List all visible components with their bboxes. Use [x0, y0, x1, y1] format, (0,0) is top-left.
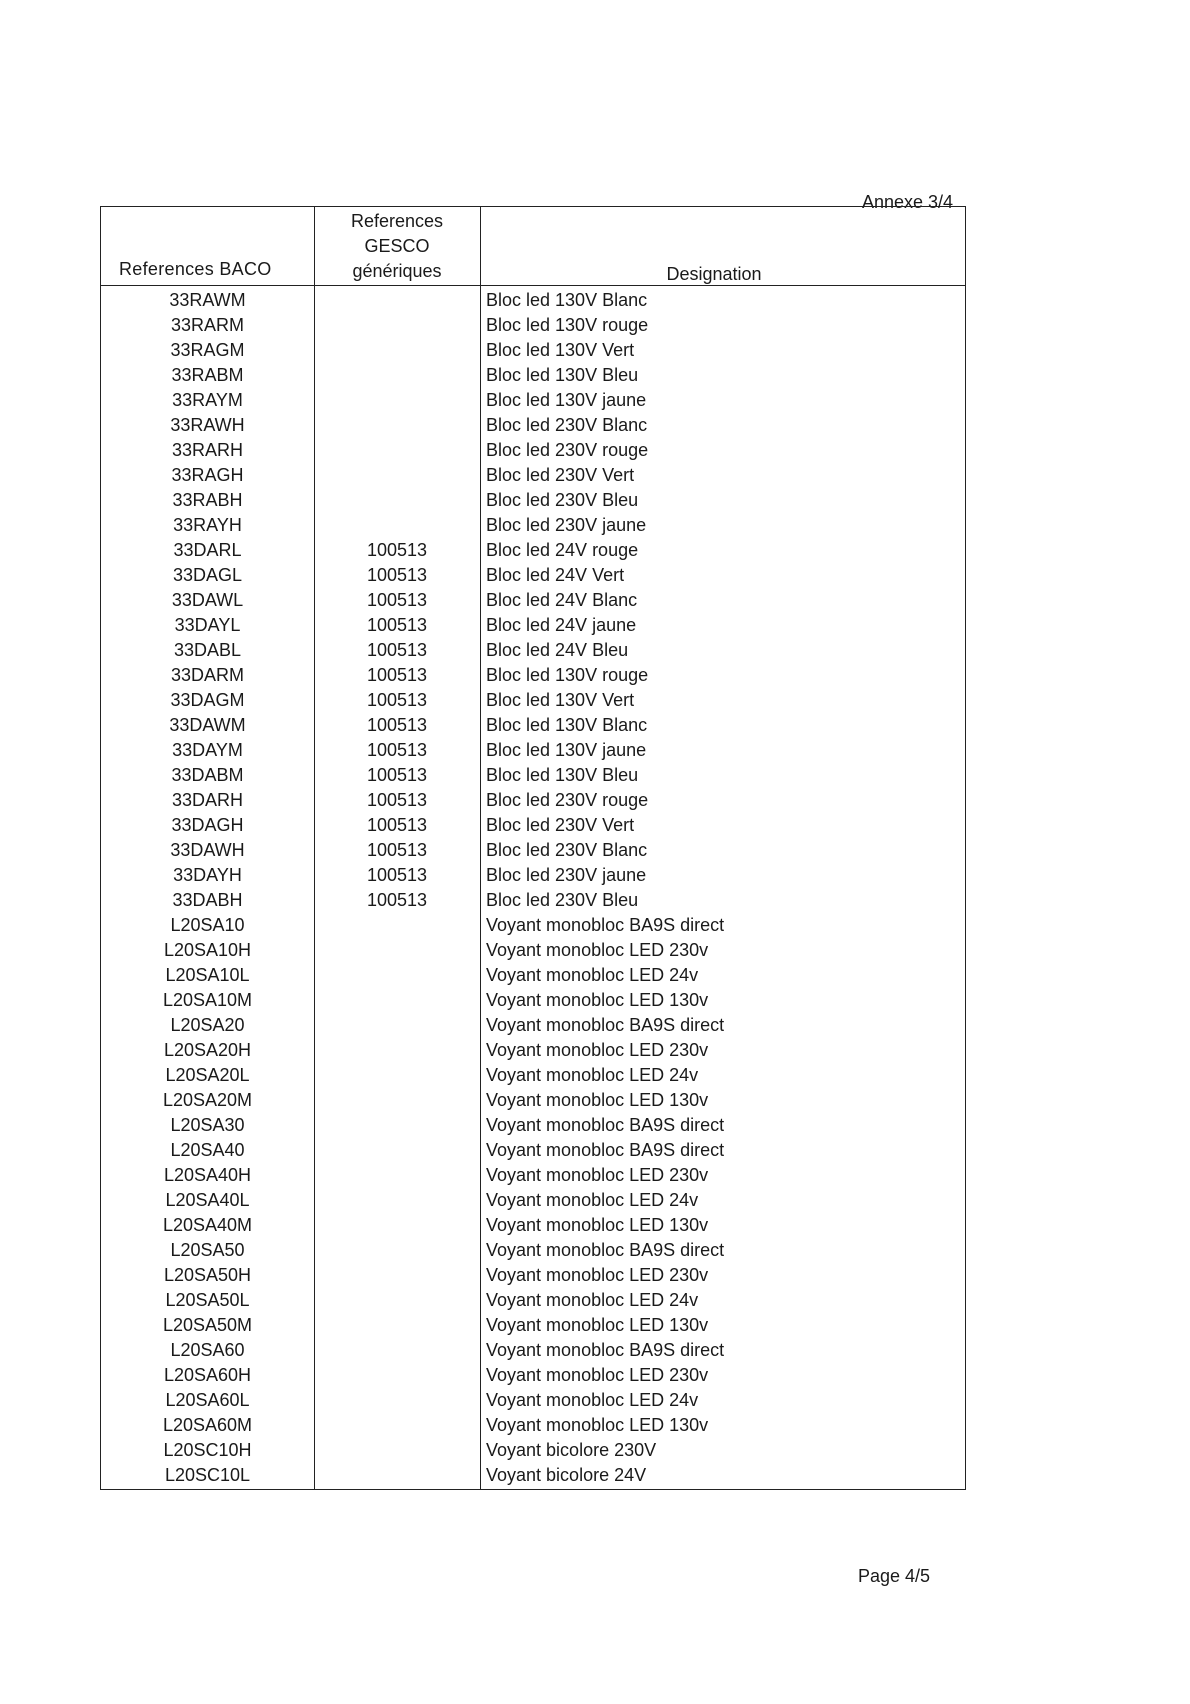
table-row [101, 1412, 965, 1437]
cell-designation: Bloc led 230V Vert [486, 465, 635, 485]
table-row [101, 587, 965, 612]
table-row [101, 787, 965, 812]
cell-ref-baco: L20SA30 [170, 1115, 245, 1135]
header-references-gesco [314, 209, 480, 284]
header-gesco-line1: References [350, 211, 444, 231]
table-row [101, 1037, 965, 1062]
cell-designation: Bloc led 130V Bleu [486, 765, 639, 785]
cell-designation: Voyant monobloc BA9S direct [486, 1015, 725, 1035]
cell-designation: Bloc led 24V Vert [486, 565, 625, 585]
cell-designation: Bloc led 230V Bleu [486, 890, 639, 910]
table-row [101, 1312, 965, 1337]
table-row [101, 1337, 965, 1362]
cell-designation: Bloc led 230V Bleu [486, 490, 639, 510]
table-row [101, 712, 965, 737]
cell-designation: Bloc led 130V rouge [486, 315, 649, 335]
cell-ref-baco: 33DAWL [171, 590, 244, 610]
cell-designation: Bloc led 130V Vert [486, 690, 635, 710]
table-row [101, 1137, 965, 1162]
table-row [101, 1012, 965, 1037]
cell-designation: Bloc led 230V rouge [486, 790, 649, 810]
cell-designation: Bloc led 130V Vert [486, 340, 635, 360]
cell-ref-gesco: 100513 [366, 865, 428, 885]
cell-designation: Bloc led 130V jaune [486, 740, 647, 760]
cell-ref-gesco: 100513 [366, 615, 428, 635]
cell-designation: Bloc led 230V jaune [486, 865, 647, 885]
cell-ref-baco: L20SA10M [162, 990, 253, 1010]
cell-ref-baco: L20SA40L [165, 1190, 250, 1210]
cell-designation: Bloc led 130V Blanc [486, 290, 648, 310]
cell-designation: Bloc led 130V rouge [486, 665, 649, 685]
cell-ref-baco: 33DAYH [173, 865, 242, 885]
table-row [101, 512, 965, 537]
references-table [100, 206, 966, 1490]
cell-ref-gesco: 100513 [366, 715, 428, 735]
table-row [101, 887, 965, 912]
table-row [101, 1112, 965, 1137]
cell-ref-baco: 33DAYM [172, 740, 243, 760]
cell-designation: Bloc led 130V Bleu [486, 365, 639, 385]
cell-ref-baco: L20SA20H [163, 1040, 252, 1060]
cell-ref-baco: 33DARL [173, 540, 242, 560]
cell-ref-gesco: 100513 [366, 840, 428, 860]
cell-ref-gesco: 100513 [366, 790, 428, 810]
table-row [101, 737, 965, 762]
cell-ref-gesco: 100513 [366, 540, 428, 560]
cell-ref-baco: 33RAWH [170, 415, 245, 435]
cell-designation: Voyant monobloc BA9S direct [486, 1240, 725, 1260]
cell-designation: Bloc led 24V Blanc [486, 590, 638, 610]
header-designation: Designation [666, 264, 762, 284]
cell-ref-baco: L20SA40H [163, 1165, 252, 1185]
cell-designation: Bloc led 24V rouge [486, 540, 639, 560]
cell-ref-baco: 33RARH [171, 440, 244, 460]
cell-designation: Voyant monobloc BA9S direct [486, 1115, 725, 1135]
cell-ref-baco: L20SA50 [170, 1240, 245, 1260]
cell-ref-baco: L20SA20L [165, 1065, 250, 1085]
table-row [101, 1162, 965, 1187]
header-gesco-line2: GESCO [364, 236, 430, 256]
cell-ref-baco: L20SA50M [162, 1315, 253, 1335]
page-number: Page 4/5 [858, 1566, 931, 1586]
table-row [101, 1462, 965, 1487]
cell-ref-baco: L20SA60 [170, 1340, 245, 1360]
table-row [101, 1237, 965, 1262]
cell-designation: Voyant monobloc LED 24v [486, 1190, 699, 1210]
cell-ref-baco: 33DAGH [171, 815, 244, 835]
cell-ref-baco: 33RAYM [172, 390, 243, 410]
table-row [101, 812, 965, 837]
cell-ref-baco: 33RAGH [171, 465, 244, 485]
cell-ref-baco: L20SA10 [170, 915, 245, 935]
cell-ref-gesco: 100513 [366, 565, 428, 585]
cell-designation: Voyant monobloc LED 130v [486, 1315, 709, 1335]
table-row [101, 687, 965, 712]
cell-designation: Voyant monobloc LED 230v [486, 1365, 709, 1385]
cell-designation: Voyant monobloc LED 130v [486, 990, 709, 1010]
table-row [101, 362, 965, 387]
table-row [101, 487, 965, 512]
cell-designation: Voyant monobloc BA9S direct [486, 915, 725, 935]
cell-designation: Voyant monobloc LED 24v [486, 965, 699, 985]
cell-ref-baco: 33RABM [171, 365, 244, 385]
cell-ref-gesco: 100513 [366, 815, 428, 835]
cell-ref-baco: 33RAYH [173, 515, 242, 535]
table-row [101, 1287, 965, 1312]
cell-designation: Voyant monobloc LED 130v [486, 1415, 709, 1435]
cell-ref-baco: 33DAGM [170, 690, 245, 710]
table-row [101, 1387, 965, 1412]
cell-ref-gesco: 100513 [366, 640, 428, 660]
table-row [101, 1437, 965, 1462]
table-row [101, 1062, 965, 1087]
table-row [101, 1362, 965, 1387]
table-row [101, 637, 965, 662]
cell-ref-baco: 33DABM [171, 765, 244, 785]
table-row [101, 337, 965, 362]
cell-ref-baco: L20SC10L [164, 1465, 251, 1485]
cell-designation: Voyant monobloc LED 130v [486, 1215, 709, 1235]
cell-ref-gesco: 100513 [366, 590, 428, 610]
cell-designation: Bloc led 24V jaune [486, 615, 637, 635]
cell-designation: Voyant monobloc LED 24v [486, 1390, 699, 1410]
table-row [101, 1087, 965, 1112]
table-row [101, 462, 965, 487]
annex-label: Annexe 3/4 [862, 192, 954, 212]
cell-designation: Bloc led 230V Blanc [486, 415, 648, 435]
cell-ref-gesco: 100513 [366, 890, 428, 910]
cell-ref-baco: 33DAGL [172, 565, 243, 585]
cell-ref-baco: L20SC10H [163, 1440, 252, 1460]
header-gesco-line3: génériques [352, 261, 442, 281]
table-row [101, 912, 965, 937]
cell-designation: Bloc led 130V Blanc [486, 715, 648, 735]
cell-ref-baco: 33DABH [172, 890, 243, 910]
table-row [101, 612, 965, 637]
cell-designation: Voyant bicolore 230V [486, 1440, 657, 1460]
cell-ref-baco: 33DAWM [169, 715, 246, 735]
cell-designation: Bloc led 230V rouge [486, 440, 649, 460]
cell-designation: Voyant monobloc BA9S direct [486, 1140, 725, 1160]
table-row [101, 837, 965, 862]
cell-ref-baco: 33DAWH [170, 840, 245, 860]
cell-ref-baco: 33RAGM [170, 340, 245, 360]
table-row [101, 562, 965, 587]
table-body [101, 287, 965, 1487]
cell-ref-baco: L20SA60H [163, 1365, 252, 1385]
table-row [101, 1262, 965, 1287]
cell-ref-gesco: 100513 [366, 765, 428, 785]
cell-ref-baco: L20SA60L [165, 1390, 250, 1410]
cell-designation: Bloc led 230V jaune [486, 515, 647, 535]
table-row [101, 1212, 965, 1237]
table-row [101, 412, 965, 437]
cell-ref-baco: L20SA40 [170, 1140, 245, 1160]
cell-ref-baco: L20SA40M [162, 1215, 253, 1235]
table-row [101, 1187, 965, 1212]
cell-designation: Voyant monobloc LED 230v [486, 1040, 709, 1060]
cell-ref-baco: L20SA20 [170, 1015, 245, 1035]
cell-designation: Voyant monobloc LED 230v [486, 1265, 709, 1285]
cell-designation: Voyant monobloc LED 230v [486, 1165, 709, 1185]
cell-ref-baco: 33RARM [170, 315, 245, 335]
table-row [101, 987, 965, 1012]
cell-ref-baco: 33DABL [173, 640, 242, 660]
cell-ref-gesco: 100513 [366, 690, 428, 710]
table-row [101, 387, 965, 412]
cell-ref-baco: 33DARH [171, 790, 244, 810]
cell-ref-baco: L20SA50H [163, 1265, 252, 1285]
table-row [101, 662, 965, 687]
table-row [101, 862, 965, 887]
cell-ref-baco: L20SA10L [165, 965, 250, 985]
cell-designation: Voyant monobloc LED 24v [486, 1065, 699, 1085]
cell-ref-baco: 33RABH [172, 490, 243, 510]
header-divider [101, 285, 965, 286]
cell-designation: Bloc led 230V Blanc [486, 840, 648, 860]
cell-designation: Bloc led 130V jaune [486, 390, 647, 410]
cell-designation: Voyant monobloc BA9S direct [486, 1340, 725, 1360]
table-row [101, 762, 965, 787]
cell-ref-baco: 33DAYL [174, 615, 241, 635]
cell-designation: Bloc led 230V Vert [486, 815, 635, 835]
cell-ref-baco: 33RAWM [169, 290, 246, 310]
cell-ref-baco: L20SA50L [165, 1290, 250, 1310]
table-row [101, 287, 965, 312]
cell-designation: Voyant bicolore 24V [486, 1465, 647, 1485]
header-references-baco: References BACO [119, 259, 272, 279]
cell-designation: Voyant monobloc LED 130v [486, 1090, 709, 1110]
table-row [101, 537, 965, 562]
cell-ref-gesco: 100513 [366, 665, 428, 685]
table-row [101, 962, 965, 987]
cell-ref-baco: L20SA60M [162, 1415, 253, 1435]
cell-ref-baco: L20SA20M [162, 1090, 253, 1110]
cell-ref-baco: L20SA10H [163, 940, 252, 960]
cell-ref-gesco: 100513 [366, 740, 428, 760]
cell-designation: Voyant monobloc LED 230v [486, 940, 709, 960]
table-row [101, 312, 965, 337]
table-row [101, 437, 965, 462]
table-row [101, 937, 965, 962]
cell-designation: Voyant monobloc LED 24v [486, 1290, 699, 1310]
cell-ref-baco: 33DARM [170, 665, 245, 685]
cell-designation: Bloc led 24V Bleu [486, 640, 629, 660]
